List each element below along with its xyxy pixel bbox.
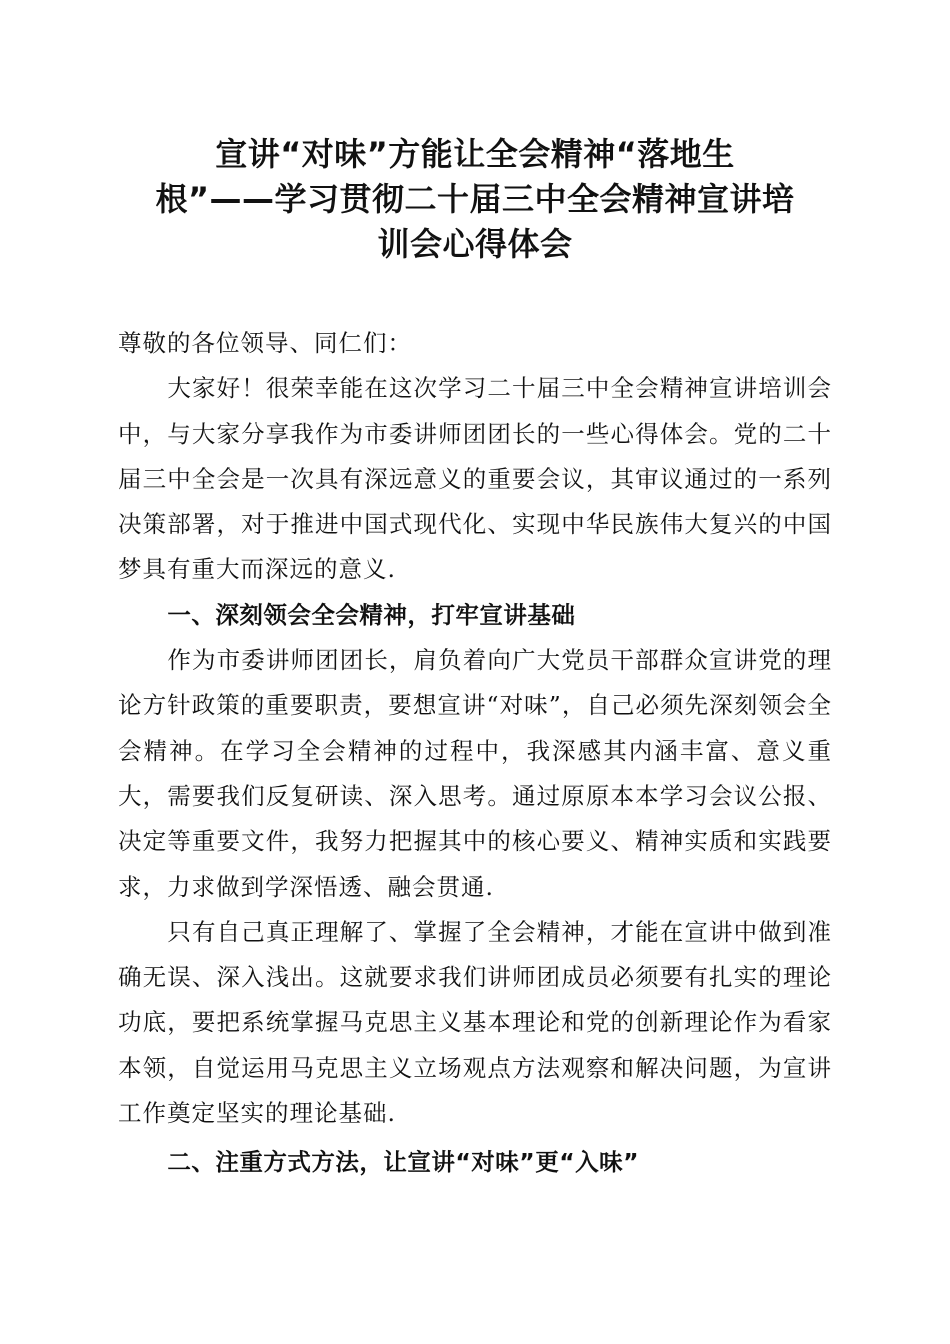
intro-paragraph: 大家好！很荣幸能在这次学习二十届三中全会精神宣讲培训会中，与大家分享我作为市委讲师团团长的一些心得体会。党的二十届三中全会是一次具有深远意义的重要会议，其审议通过的一系列决策部署，对于推进中国式现代化、实现中华民族伟大复兴的中国梦具有重大而深远的意义. xyxy=(118,374,832,584)
section-1-paragraph-1: 作为市委讲师团团长，肩负着向广大党员干部群众宣讲党的理论方针政策的重要职责，要想宣讲“对味”，自己必须先深刻领会全会精神。在学习全会精神的过程中，我深感其内涵丰富、意义重大，需要我们反复研读、深入思考。通过原原本本学习会议公报、决定等重要文件，我努力把握其中的核心要义、精神实质和实践要求，力求做到学深悟透、融会贯通. xyxy=(118,646,832,901)
document-title xyxy=(118,132,832,267)
section-1-paragraph-2: 只有自己真正理解了、掌握了全会精神，才能在宣讲中做到准确无误、深入浅出。这就要求我们讲师团成员必须要有扎实的理论功底，要把系统掌握马克思主义基本理论和党的创新理论作为看家本领，自觉运用马克思主义立场观点方法观察和解决问题，为宣讲工作奠定坚实的理论基础. xyxy=(118,917,832,1128)
title-line-3: 训会心得体会 xyxy=(377,225,573,263)
section-1-heading: 一、深刻领会全会精神，打牢宣讲基础 xyxy=(167,600,576,629)
title-line-2: 根”——学习贯彻二十届三中全会精神宣讲培 xyxy=(155,180,795,218)
title-line-1: 宣讲“对味”方能让全会精神“落地生 xyxy=(215,135,735,173)
greeting: 尊敬的各位领导、同仁们： xyxy=(118,329,412,357)
section-2-heading: 二、注重方式方法，让宣讲“对味”更“入味” xyxy=(167,1148,640,1177)
